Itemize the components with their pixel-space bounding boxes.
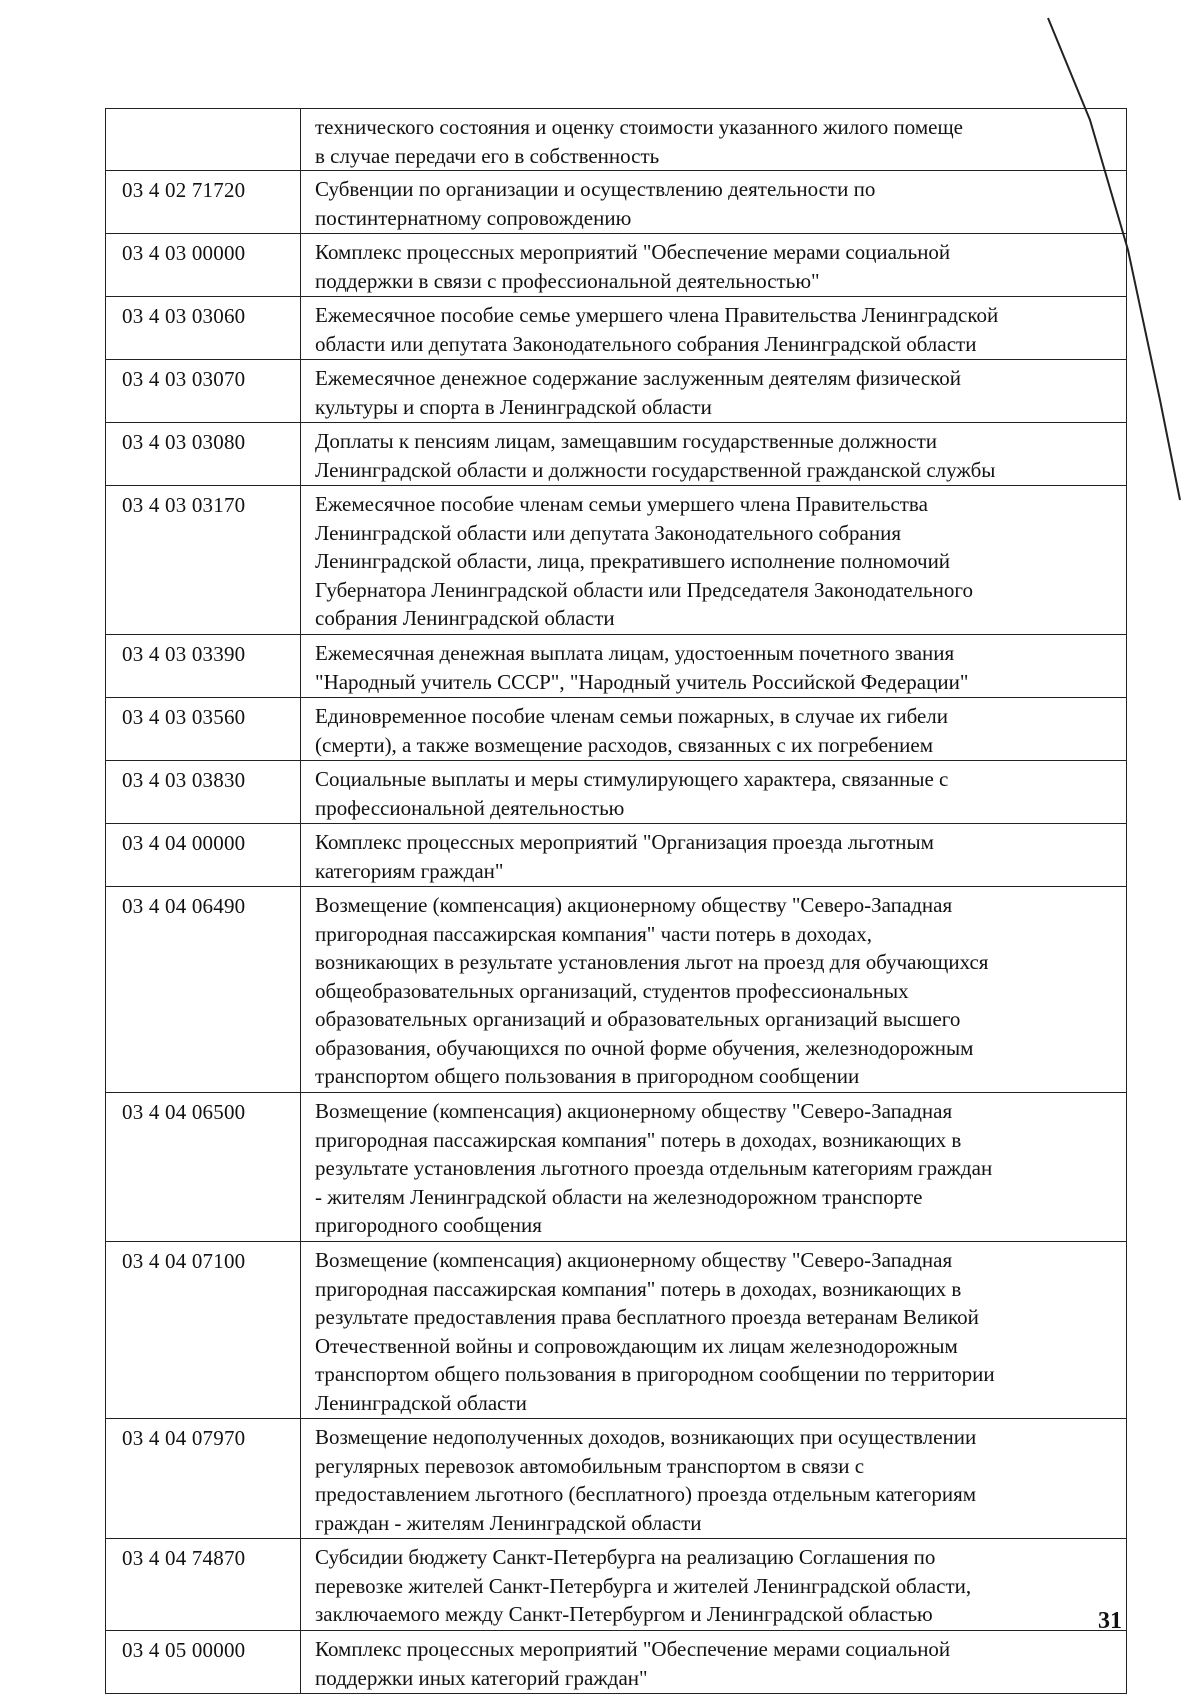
- row-description: [301, 761, 1127, 823]
- table-row: [105, 824, 1127, 887]
- row-description-text: Ежемесячная денежная выплата лицам, удостоенным почетного звания "Народный учитель СССР", "Народный учитель Российской Федерации": [315, 641, 969, 694]
- row-description: [301, 1242, 1127, 1418]
- table-row: [105, 108, 1127, 171]
- row-description-text: технического состояния и оценку стоимости указанного жилого помеще в случае передачи его в собственность: [315, 115, 963, 168]
- row-description: [301, 1631, 1127, 1693]
- row-description-text: Комплекс процессных мероприятий "Обеспечение мерами социальной поддержки иных категорий граждан": [315, 1637, 951, 1690]
- table-row: [105, 360, 1127, 423]
- row-description: [301, 1093, 1127, 1241]
- row-description-text: Ежемесячное пособие семье умершего члена Правительства Ленинградской области или депутата Законодательного собрания Ленинградской области: [315, 303, 999, 356]
- row-code: 03 4 04 74870: [105, 1539, 301, 1630]
- row-description: [301, 887, 1127, 1092]
- row-code: 03 4 04 06490: [105, 887, 301, 1092]
- row-description-text: Возмещение (компенсация) акционерному обществу "Северо-Западная пригородная пассажирская компания" потерь в доходах, возникающих в результате предоставления права бесплатного проезда ветеранам Великой Отечественной войны и сопровождающим их лицам железнодорожным транспортом общего пользования в пригородном сообщении по территории Ленинградской области: [315, 1248, 995, 1415]
- table-row: [105, 171, 1127, 234]
- row-code: 03 4 03 03560: [105, 698, 301, 760]
- table-row: [105, 887, 1127, 1093]
- row-description-text: Комплекс процессных мероприятий "Обеспечение мерами социальной поддержки в связи с профессиональной деятельностью": [315, 240, 951, 293]
- table-row: [105, 486, 1127, 635]
- row-description-text: Ежемесячное пособие членам семьи умершего члена Правительства Ленинградской области или депутата Законодательного собрания Ленинградской области, лица, прекратившего исполнение полномочий Губернатора Ленинградской области или Председателя Законодательного собрания Ленинградской области: [315, 492, 973, 630]
- table-row: [105, 1093, 1127, 1242]
- row-description-text: Единовременное пособие членам семьи пожарных, в случае их гибели (смерти), а также возмещение расходов, связанных с их погребением: [315, 704, 949, 757]
- row-description: [301, 635, 1127, 697]
- row-description: [301, 297, 1127, 359]
- table-row: [105, 1419, 1127, 1539]
- table-row: [105, 635, 1127, 698]
- row-code: 03 4 04 07100: [105, 1242, 301, 1418]
- page-number: 31: [1098, 1608, 1122, 1634]
- row-code: 03 4 03 03390: [105, 635, 301, 697]
- row-description: [301, 1539, 1127, 1630]
- row-description: [301, 171, 1127, 233]
- row-description: [301, 824, 1127, 886]
- row-code: 03 4 03 03080: [105, 423, 301, 485]
- row-description-text: Ежемесячное денежное содержание заслуженным деятелям физической культуры и спорта в Ленинградской области: [315, 366, 961, 419]
- row-code: 03 4 03 03060: [105, 297, 301, 359]
- row-description-text: Социальные выплаты и меры стимулирующего характера, связанные с профессиональной деятельностью: [315, 767, 949, 820]
- table-row: [105, 1631, 1127, 1694]
- row-code: 03 4 02 71720: [105, 171, 301, 233]
- table-row: [105, 761, 1127, 824]
- row-description: [301, 109, 1127, 170]
- row-description-text: Комплекс процессных мероприятий "Организация проезда льготным категориям граждан": [315, 830, 934, 883]
- row-description: [301, 423, 1127, 485]
- row-description: [301, 360, 1127, 422]
- row-code: 03 4 05 00000: [105, 1631, 301, 1693]
- row-code: 03 4 04 00000: [105, 824, 301, 886]
- row-description-text: Возмещение (компенсация) акционерному обществу "Северо-Западная пригородная пассажирская компания" потерь в доходах, возникающих в результате установления льготного проезда отдельным категориям граждан - жителям Ленинградской области на железнодорожном транспорте пригородного сообщения: [315, 1099, 993, 1237]
- row-code: [105, 109, 301, 170]
- row-description-text: Субвенции по организации и осуществлению деятельности по постинтернатному сопровождению: [315, 177, 876, 230]
- row-description: [301, 1419, 1127, 1538]
- row-description: [301, 698, 1127, 760]
- row-code: 03 4 04 07970: [105, 1419, 301, 1538]
- table-row: [105, 423, 1127, 486]
- row-code: 03 4 03 03070: [105, 360, 301, 422]
- row-code: 03 4 03 03170: [105, 486, 301, 634]
- row-code: 03 4 03 00000: [105, 234, 301, 296]
- table-row: [105, 1242, 1127, 1419]
- row-description-text: Возмещение (компенсация) акционерному обществу "Северо-Западная пригородная пассажирская компания" части потерь в доходах, возникающих в результате установления льгот на проезд для обучающихся общеобразовательных организаций, студентов профессиональных образовательных организаций и образовательных организаций высшего образования, обучающихся по очной форме обучения, железнодорожным транспортом общего пользования в пригородном сообщении: [315, 893, 989, 1088]
- row-description: [301, 486, 1127, 634]
- table-row: [105, 234, 1127, 297]
- table-row: [105, 1539, 1127, 1631]
- row-code: 03 4 03 03830: [105, 761, 301, 823]
- row-code: 03 4 04 06500: [105, 1093, 301, 1241]
- table-row: [105, 698, 1127, 761]
- table-row: [105, 297, 1127, 360]
- row-description-text: Доплаты к пенсиям лицам, замещавшим государственные должности Ленинградской области и должности государственной гражданской службы: [315, 429, 996, 482]
- row-description: [301, 234, 1127, 296]
- row-description-text: Субсидии бюджету Санкт-Петербурга на реализацию Соглашения по перевозке жителей Санкт-Петербурга и жителей Ленинградской области, заключаемого между Санкт-Петербургом и Ленинградской областью: [315, 1545, 972, 1626]
- row-description-text: Возмещение недополученных доходов, возникающих при осуществлении регулярных перевозок автомобильным транспортом в связи с предоставлением льготного (бесплатного) проезда отдельным категориям граждан - жителям Ленинградской области: [315, 1425, 977, 1535]
